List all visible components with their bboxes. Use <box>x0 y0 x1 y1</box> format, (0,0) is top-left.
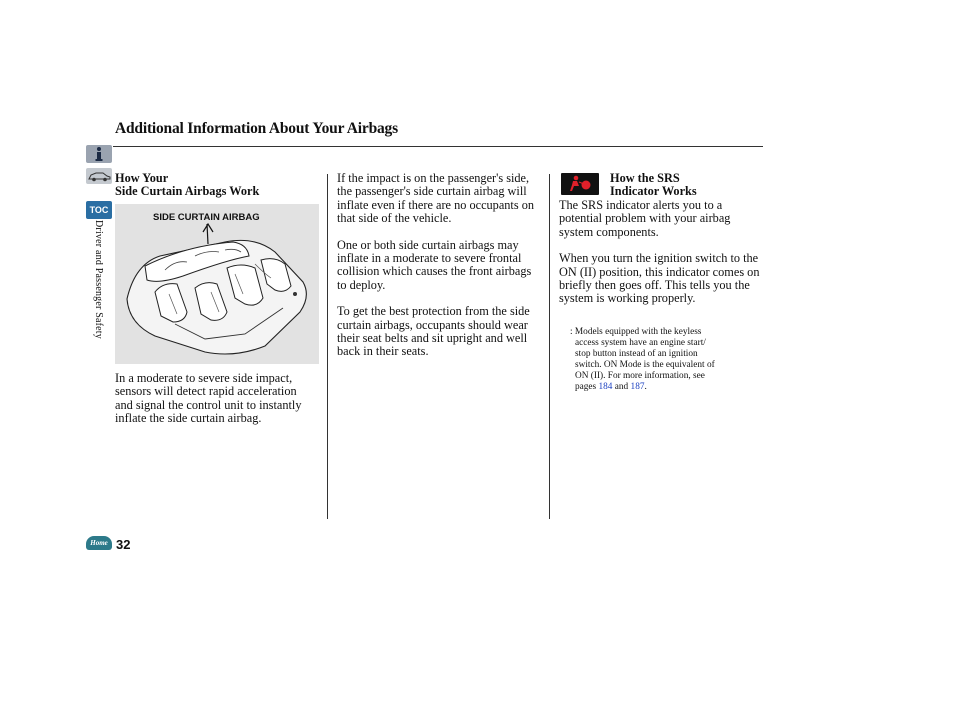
column-divider <box>549 174 550 519</box>
keyless-access-note <box>570 327 745 393</box>
car-interior-illustration <box>115 204 319 364</box>
heading-srs-line1: How the SRS <box>610 171 680 185</box>
column-srs-indicator <box>559 199 764 319</box>
note-line: ON (II). For more information, see <box>575 371 705 381</box>
heading-side-curtain-line1: How Your <box>115 171 169 185</box>
info-icon <box>86 145 112 163</box>
note-and: and <box>614 382 629 392</box>
side-curtain-airbag-figure <box>115 204 319 364</box>
heading-srs-line2: Indicator Works <box>610 184 697 198</box>
paragraph: When you turn the ignition switch to the ON (II) position, this indicator comes on briefly then goes off. This tells you the system is working properly. <box>559 251 760 306</box>
column-divider <box>327 174 328 519</box>
figure-callout-label: SIDE CURTAIN AIRBAG <box>153 212 260 223</box>
home-icon: Home <box>90 539 108 547</box>
column-passenger-side <box>337 172 542 372</box>
paragraph: If the impact is on the passenger's side, the passenger's side curtain airbag will inflate even if there are no occupants on that side of the vehicle. <box>337 171 535 226</box>
car-icon <box>86 168 112 184</box>
section-tab-label[interactable]: Driver and Passenger Safety <box>93 220 104 339</box>
heading-srs-indicator <box>610 172 697 198</box>
title-rule <box>113 146 763 147</box>
side-curtain-text <box>115 372 315 439</box>
page-number: 32 <box>116 537 131 552</box>
page-link-184[interactable]: 184 <box>598 382 613 392</box>
srs-indicator-icon <box>561 173 599 195</box>
home-button[interactable] <box>86 536 112 550</box>
paragraph: The SRS indicator alerts you to a potential problem with your airbag system components. <box>559 198 731 239</box>
info-button[interactable] <box>86 145 112 163</box>
page-link-187[interactable]: 187 <box>630 382 645 392</box>
note-line: access system have an engine start/ <box>575 338 706 348</box>
vehicle-index-button[interactable] <box>86 168 112 184</box>
toc-button[interactable]: TOC <box>86 201 112 219</box>
note-line: switch. ON Mode is the equivalent of <box>575 360 715 370</box>
note-pages-line <box>570 382 745 393</box>
note-end: . <box>644 382 647 392</box>
note-pages-prefix: pages <box>575 382 597 392</box>
paragraph: In a moderate to severe side impact, sensors will detect rapid acceleration and signal the control unit to instantly inflate the side curtain airbag. <box>115 371 302 426</box>
paragraph: One or both side curtain airbags may inflate in a moderate to severe frontal collision which causes the front airbags to deploy. <box>337 237 532 292</box>
note-line: : Models equipped with the keyless <box>570 327 702 337</box>
column-side-curtain <box>115 172 320 198</box>
paragraph: To get the best protection from the side curtain airbags, occupants should wear their seat belts and sit upright and well back in their seats. <box>337 304 530 359</box>
heading-side-curtain-line2: Side Curtain Airbags Work <box>115 184 260 198</box>
note-line: stop button instead of an ignition <box>575 349 698 359</box>
page-title: Additional Information About Your Airbags <box>115 120 398 137</box>
